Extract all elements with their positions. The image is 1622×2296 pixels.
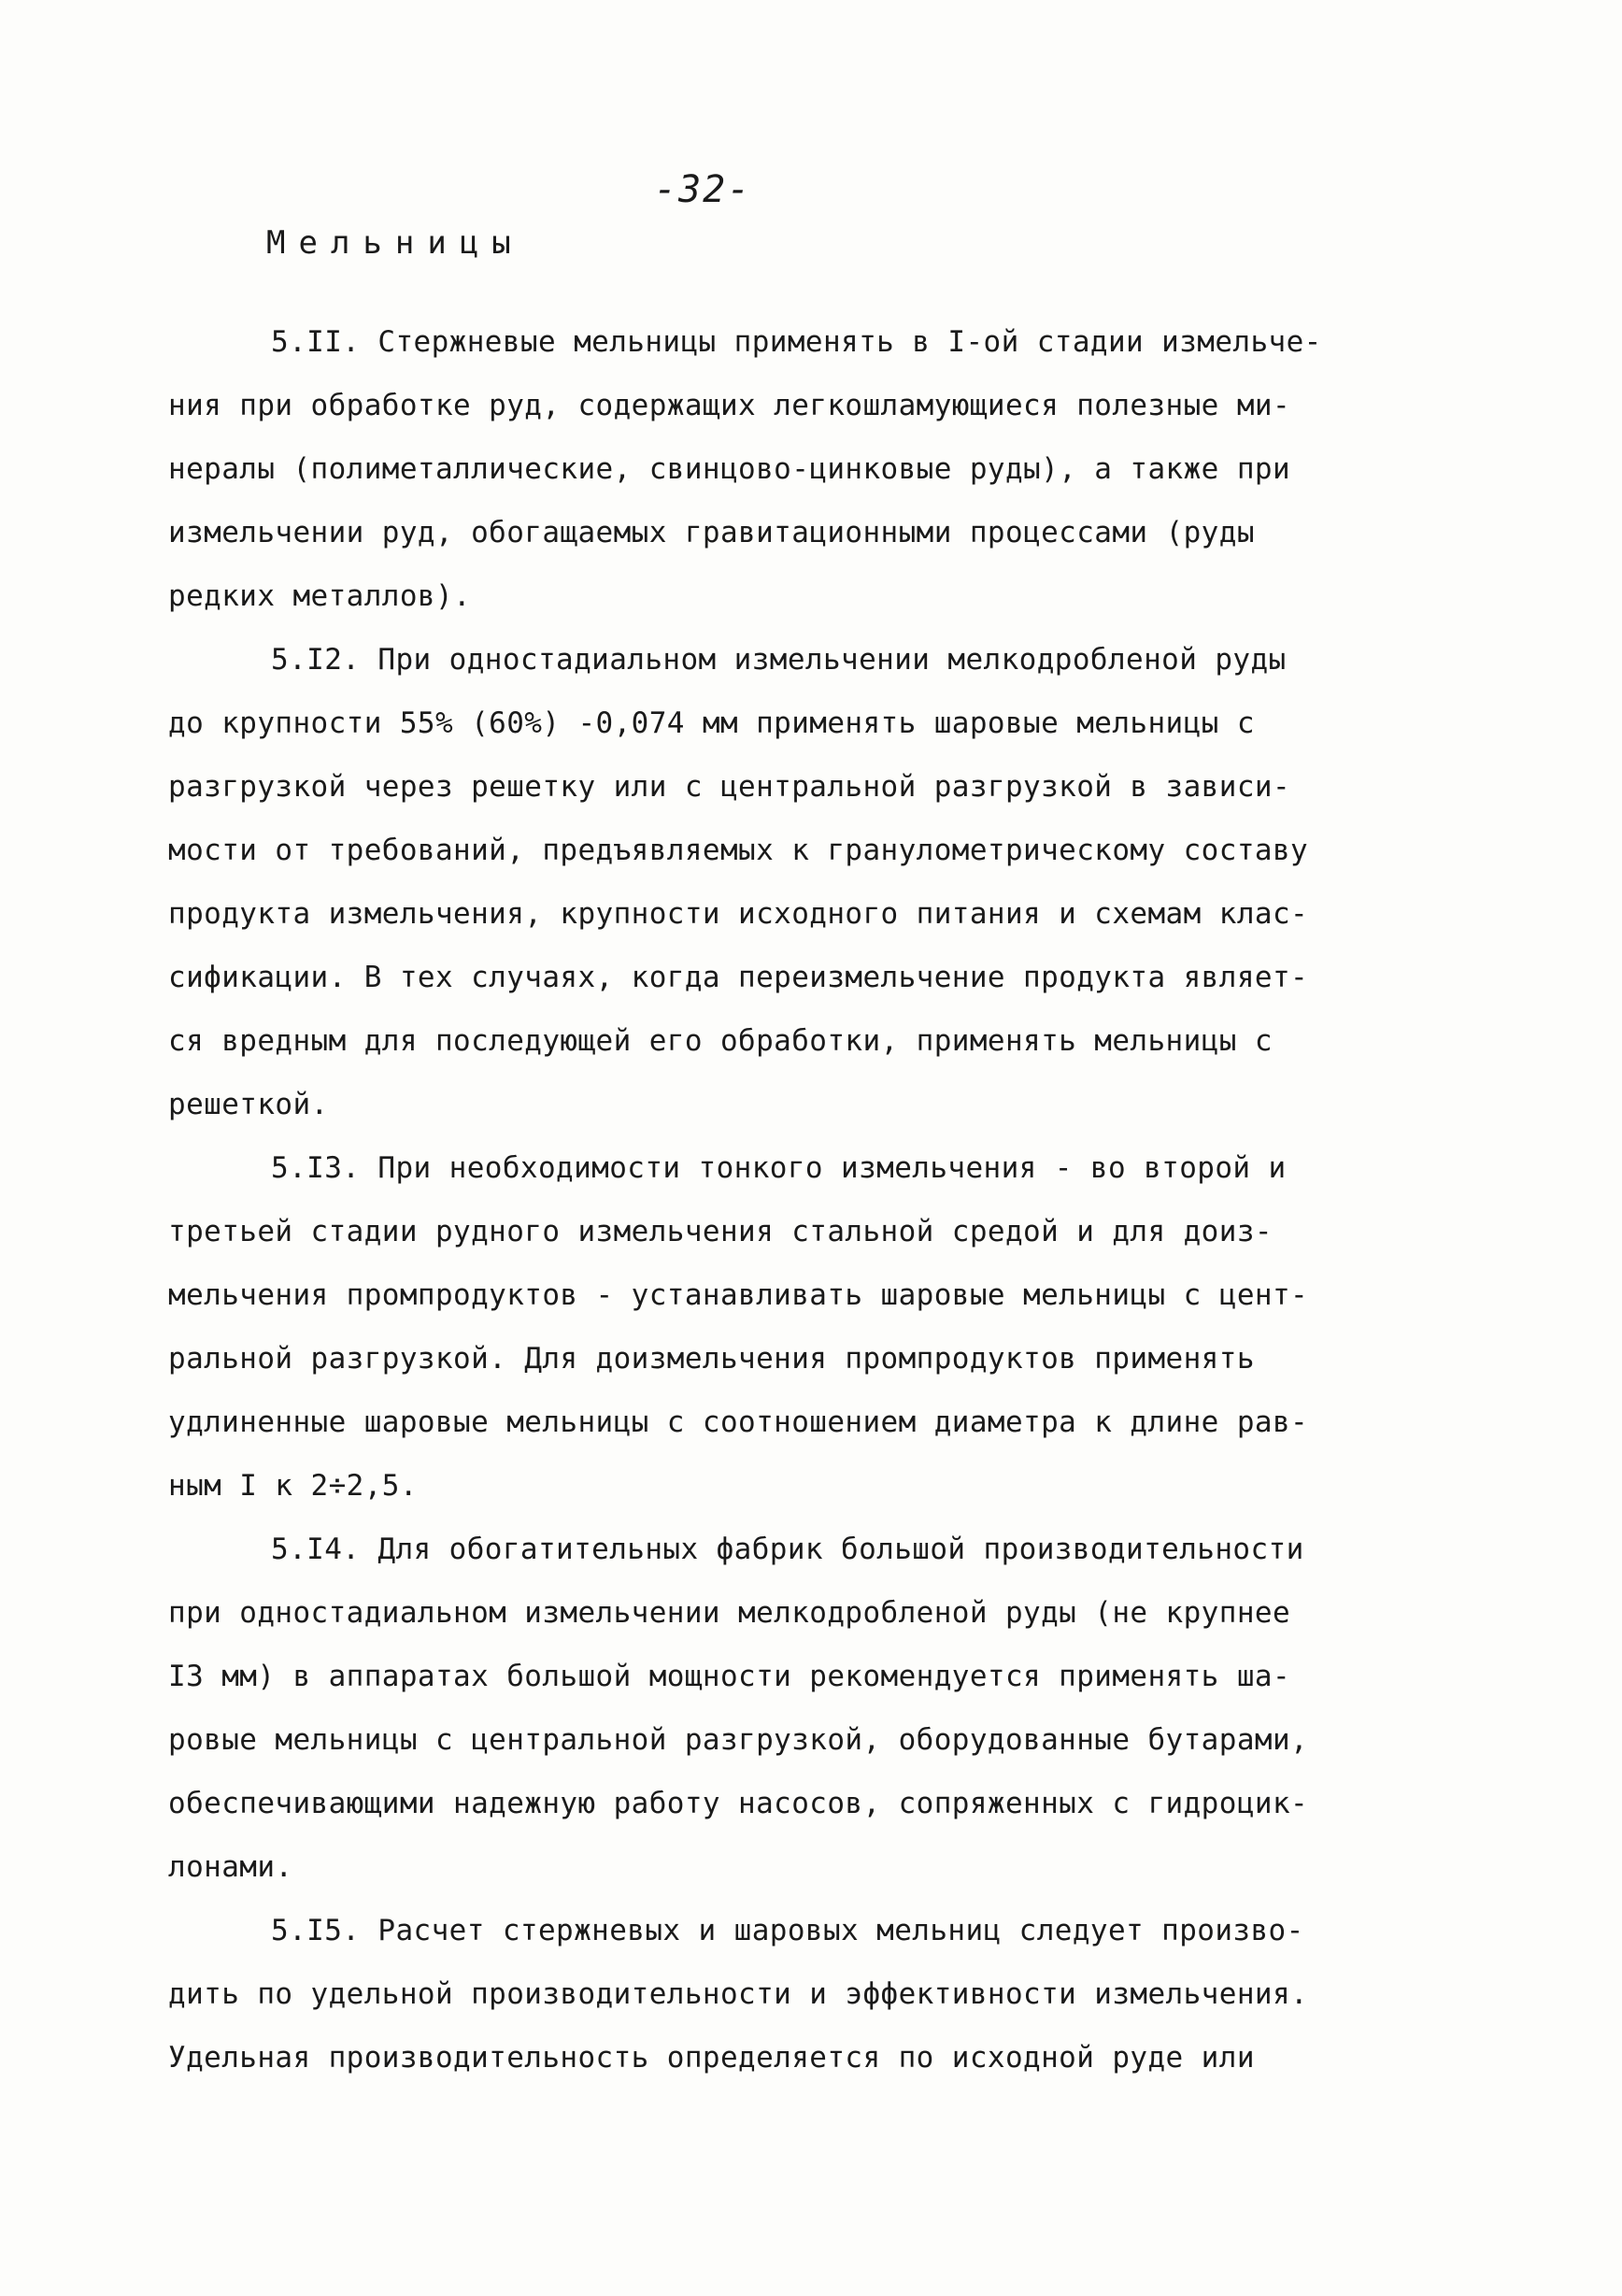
- text-line: ным I к 2÷2,5.: [168, 1469, 418, 1503]
- text-line: решеткой.: [168, 1088, 329, 1121]
- section-heading: Мельницы: [266, 224, 524, 262]
- text-line: измельчении руд, обогащаемых гравитационными процессами (руды: [168, 516, 1255, 549]
- text-line: до крупности 55% (60%) -0,074 мм применять шаровые мельницы с: [168, 706, 1255, 740]
- paragraph-5-13: [168, 1136, 1420, 1518]
- paragraph-5-14: [168, 1518, 1420, 1899]
- text-line: ровые мельницы с центральной разгрузкой, оборудованные бутарами,: [168, 1723, 1309, 1757]
- paragraph-5-15: [168, 1899, 1420, 2089]
- page-number: -32-: [654, 168, 752, 211]
- text-line: дить по удельной производительности и эффективности измельчения.: [168, 1977, 1309, 2011]
- text-line: ния при обработке руд, содержащих легкошламующиеся полезные ми-: [168, 389, 1291, 422]
- text-line: обеспечивающими надежную работу насосов, сопряженных с гидроцик-: [168, 1787, 1309, 1820]
- text-line: 5.I5. Расчет стержневых и шаровых мельниц следует произво-: [271, 1914, 1304, 1947]
- text-line: лонами.: [168, 1850, 293, 1884]
- text-line: Удельная производительность определяется по исходной руде или: [168, 2041, 1255, 2075]
- text-line: 5.II. Стержневые мельницы применять в I-ой стадии измельче-: [271, 325, 1322, 359]
- text-line: мости от требований, предъявляемых к гранулометрическому составу: [168, 834, 1309, 867]
- paragraph-5-12: [168, 628, 1420, 1136]
- text-line: сификации. В тех случаях, когда переизмельчение продукта являет-: [168, 961, 1309, 994]
- text-line: мельчения промпродуктов - устанавливать шаровые мельницы с цент-: [168, 1278, 1309, 1312]
- text-line: при одностадиальном измельчении мелкодробленой руды (не крупнее: [168, 1596, 1291, 1630]
- text-line: нералы (полиметаллические, свинцово-цинковые руды), а также при: [168, 452, 1291, 486]
- text-line: 5.I2. При одностадиальном измельчении мелкодробленой руды: [271, 643, 1287, 677]
- text-line: удлиненные шаровые мельницы с соотношением диаметра к длине рав-: [168, 1405, 1309, 1439]
- text-line: ральной разгрузкой. Для доизмельчения промпродуктов применять: [168, 1342, 1255, 1376]
- text-line: третьей стадии рудного измельчения стальной средой и для доиз-: [168, 1215, 1273, 1248]
- paragraph-5-11: [168, 310, 1420, 628]
- text-line: разгрузкой через решетку или с центральной разгрузкой в зависи-: [168, 770, 1291, 804]
- text-line: 5.I4. Для обогатительных фабрик большой производительности: [271, 1533, 1304, 1566]
- text-line: 5.I3. При необходимости тонкого измельчения - во второй и: [271, 1151, 1287, 1185]
- body-text: [168, 310, 1420, 2089]
- text-line: ся вредным для последующей его обработки, применять мельницы с: [168, 1024, 1273, 1058]
- text-line: редких металлов).: [168, 579, 472, 613]
- text-line: продукта измельчения, крупности исходного питания и схемам клас-: [168, 897, 1309, 931]
- text-line: I3 мм) в аппаратах большой мощности рекомендуется применять ша-: [168, 1660, 1291, 1693]
